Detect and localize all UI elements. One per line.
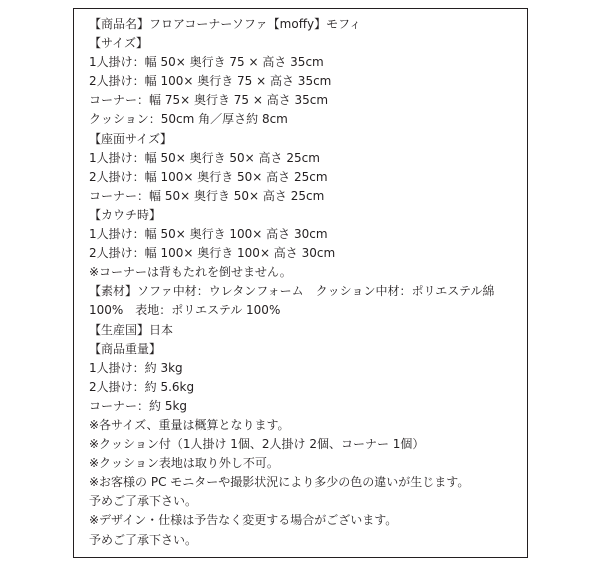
material-line-continued: 100% 表地：ポリエステル 100%: [89, 303, 281, 318]
couch-corner-note: ※コーナーは背もたれを倒せません。: [89, 265, 292, 280]
spec-sheet-box: [73, 8, 528, 558]
note-acknowledge-2: 予めご了承下さい。: [89, 532, 198, 547]
note-design-change: ※デザイン・仕様は予告なく変更する場合がございます。: [89, 513, 398, 528]
size-cushion: クッション：50cm 角／厚さ約 8cm: [89, 112, 288, 127]
couch-two-seater: 2人掛け：幅 100× 奥行き 100× 高さ 30cm: [89, 246, 336, 261]
note-acknowledge-1: 予めご了承下さい。: [89, 494, 198, 509]
weight-corner: コーナー：約 5kg: [89, 398, 188, 413]
seat-size-heading: 【座面サイズ】: [89, 131, 173, 146]
product-name-line: 【商品名】フロアコーナーソファ【moffy】モフィ: [89, 17, 362, 31]
weight-heading: 【商品重量】: [89, 341, 162, 356]
couch-one-seater: 1人掛け：幅 50× 奥行き 100× 高さ 30cm: [89, 227, 328, 242]
size-heading: 【サイズ】: [89, 36, 149, 51]
note-cushions-included: ※クッション付（1人掛け 1個、2人掛け 2個、コーナー 1個）: [89, 437, 425, 452]
weight-one-seater: 1人掛け：約 3kg: [89, 360, 183, 375]
couch-heading: 【カウチ時】: [89, 207, 162, 222]
size-one-seater: 1人掛け：幅 50× 奥行き 75 × 高さ 35cm: [89, 55, 324, 70]
size-corner: コーナー：幅 75× 奥行き 75 × 高さ 35cm: [89, 93, 329, 108]
note-color-variance: ※お客様の PC モニターや撮影状況により多少の色の違いが生じます。: [89, 475, 470, 490]
note-cover-not-removable: ※クッション表地は取り外し不可。: [89, 456, 279, 471]
note-approximate: ※各サイズ、重量は概算となります。: [89, 417, 290, 432]
material-line: 【素材】ソファ中材：ウレタンフォーム クッション中材：ポリエステル綿: [89, 284, 495, 299]
seat-size-corner: コーナー：幅 50× 奥行き 50× 高さ 25cm: [89, 188, 325, 203]
weight-two-seater: 2人掛け：約 5.6kg: [89, 379, 195, 394]
origin-line: 【生産国】日本: [89, 322, 174, 337]
seat-size-two-seater: 2人掛け：幅 100× 奥行き 50× 高さ 25cm: [89, 169, 328, 184]
size-two-seater: 2人掛け：幅 100× 奥行き 75 × 高さ 35cm: [89, 74, 332, 89]
seat-size-one-seater: 1人掛け：幅 50× 奥行き 50× 高さ 25cm: [89, 150, 320, 165]
